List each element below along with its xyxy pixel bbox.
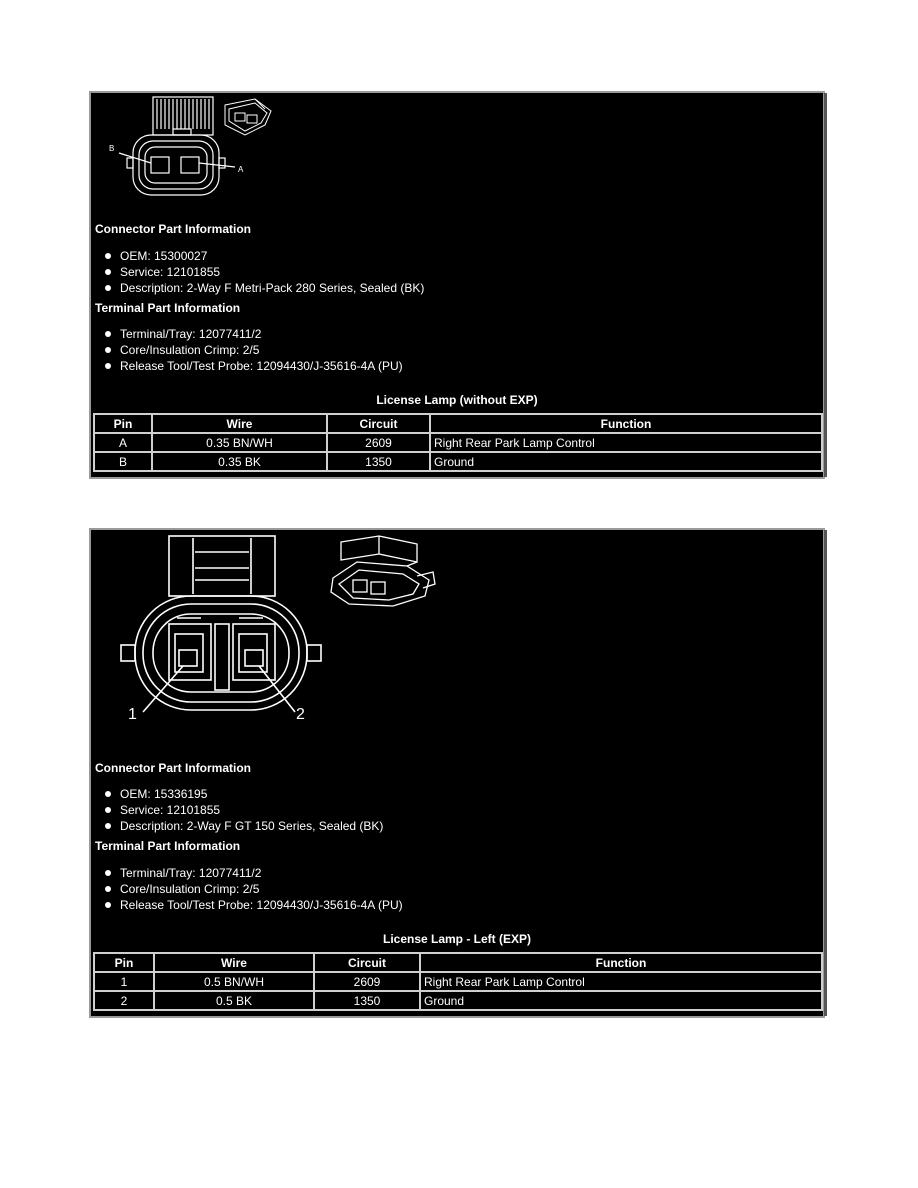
table-cell: 0.5 BK (154, 991, 314, 1010)
terminal-info-heading: Terminal Part Information (95, 301, 241, 315)
table-cell: 0.35 BK (152, 452, 327, 471)
column-header: Function (430, 414, 822, 433)
pin-label-a: A (238, 165, 244, 174)
pin-label-b: B (109, 144, 115, 153)
column-header: Function (420, 953, 822, 972)
table-row (94, 452, 822, 471)
list-item: Release Tool/Test Probe: 12094430/J-35616-4A (PU) (103, 897, 403, 913)
list-item: Core/Insulation Crimp: 2/5 (103, 342, 403, 358)
table-row (94, 991, 822, 1010)
connector-info-heading: Connector Part Information (95, 761, 252, 775)
table-cell: 1 (94, 972, 154, 991)
pinout-table (93, 413, 823, 472)
pinout-table (93, 952, 823, 1011)
table-title: License Lamp (without EXP) (376, 393, 538, 407)
list-item: Service: 12101855 (103, 802, 383, 818)
terminal-info-list (103, 865, 403, 913)
terminal-info-list (103, 326, 403, 374)
connector-info-list (103, 248, 424, 296)
terminal-info-heading: Terminal Part Information (95, 839, 241, 853)
column-header: Circuit (314, 953, 420, 972)
table-cell: Right Rear Park Lamp Control (420, 972, 822, 991)
list-item: OEM: 15300027 (103, 248, 424, 264)
list-item: Service: 12101855 (103, 264, 424, 280)
table-cell: 2609 (327, 433, 430, 452)
table-cell: 1350 (314, 991, 420, 1010)
table-cell: 1350 (327, 452, 430, 471)
table-row (94, 433, 822, 452)
list-item: Terminal/Tray: 12077411/2 (103, 326, 403, 342)
table-cell: 0.35 BN/WH (152, 433, 327, 452)
column-header: Wire (154, 953, 314, 972)
table-cell: Ground (420, 991, 822, 1010)
list-item: Description: 2-Way F Metri-Pack 280 Series, Sealed (BK) (103, 280, 424, 296)
column-header: Circuit (327, 414, 430, 433)
table-title: License Lamp - Left (EXP) (382, 932, 532, 946)
connector-info-heading: Connector Part Information (95, 222, 252, 236)
table-cell: Right Rear Park Lamp Control (430, 433, 822, 452)
table-cell: 2 (94, 991, 154, 1010)
connector-panel-2 (89, 528, 825, 1018)
pin-label-2: 2 (296, 706, 305, 723)
table-cell: Ground (430, 452, 822, 471)
connector-info-list (103, 786, 383, 834)
list-item: Terminal/Tray: 12077411/2 (103, 865, 403, 881)
list-item: Release Tool/Test Probe: 12094430/J-35616-4A (PU) (103, 358, 403, 374)
list-item: Core/Insulation Crimp: 2/5 (103, 881, 403, 897)
table-cell: A (94, 433, 152, 452)
table-row (94, 972, 822, 991)
table-cell: B (94, 452, 152, 471)
list-item: Description: 2-Way F GT 150 Series, Sealed (BK) (103, 818, 383, 834)
connector-face-diagram-1 (95, 95, 285, 200)
table-cell: 2609 (314, 972, 420, 991)
table-header-row (94, 414, 822, 433)
table-cell: 0.5 BN/WH (154, 972, 314, 991)
column-header: Wire (152, 414, 327, 433)
connector-face-diagram-2 (117, 532, 447, 732)
table-header-row (94, 953, 822, 972)
connector-panel-1 (89, 91, 825, 479)
list-item: OEM: 15336195 (103, 786, 383, 802)
column-header: Pin (94, 414, 152, 433)
pin-label-1: 1 (128, 706, 137, 723)
column-header: Pin (94, 953, 154, 972)
